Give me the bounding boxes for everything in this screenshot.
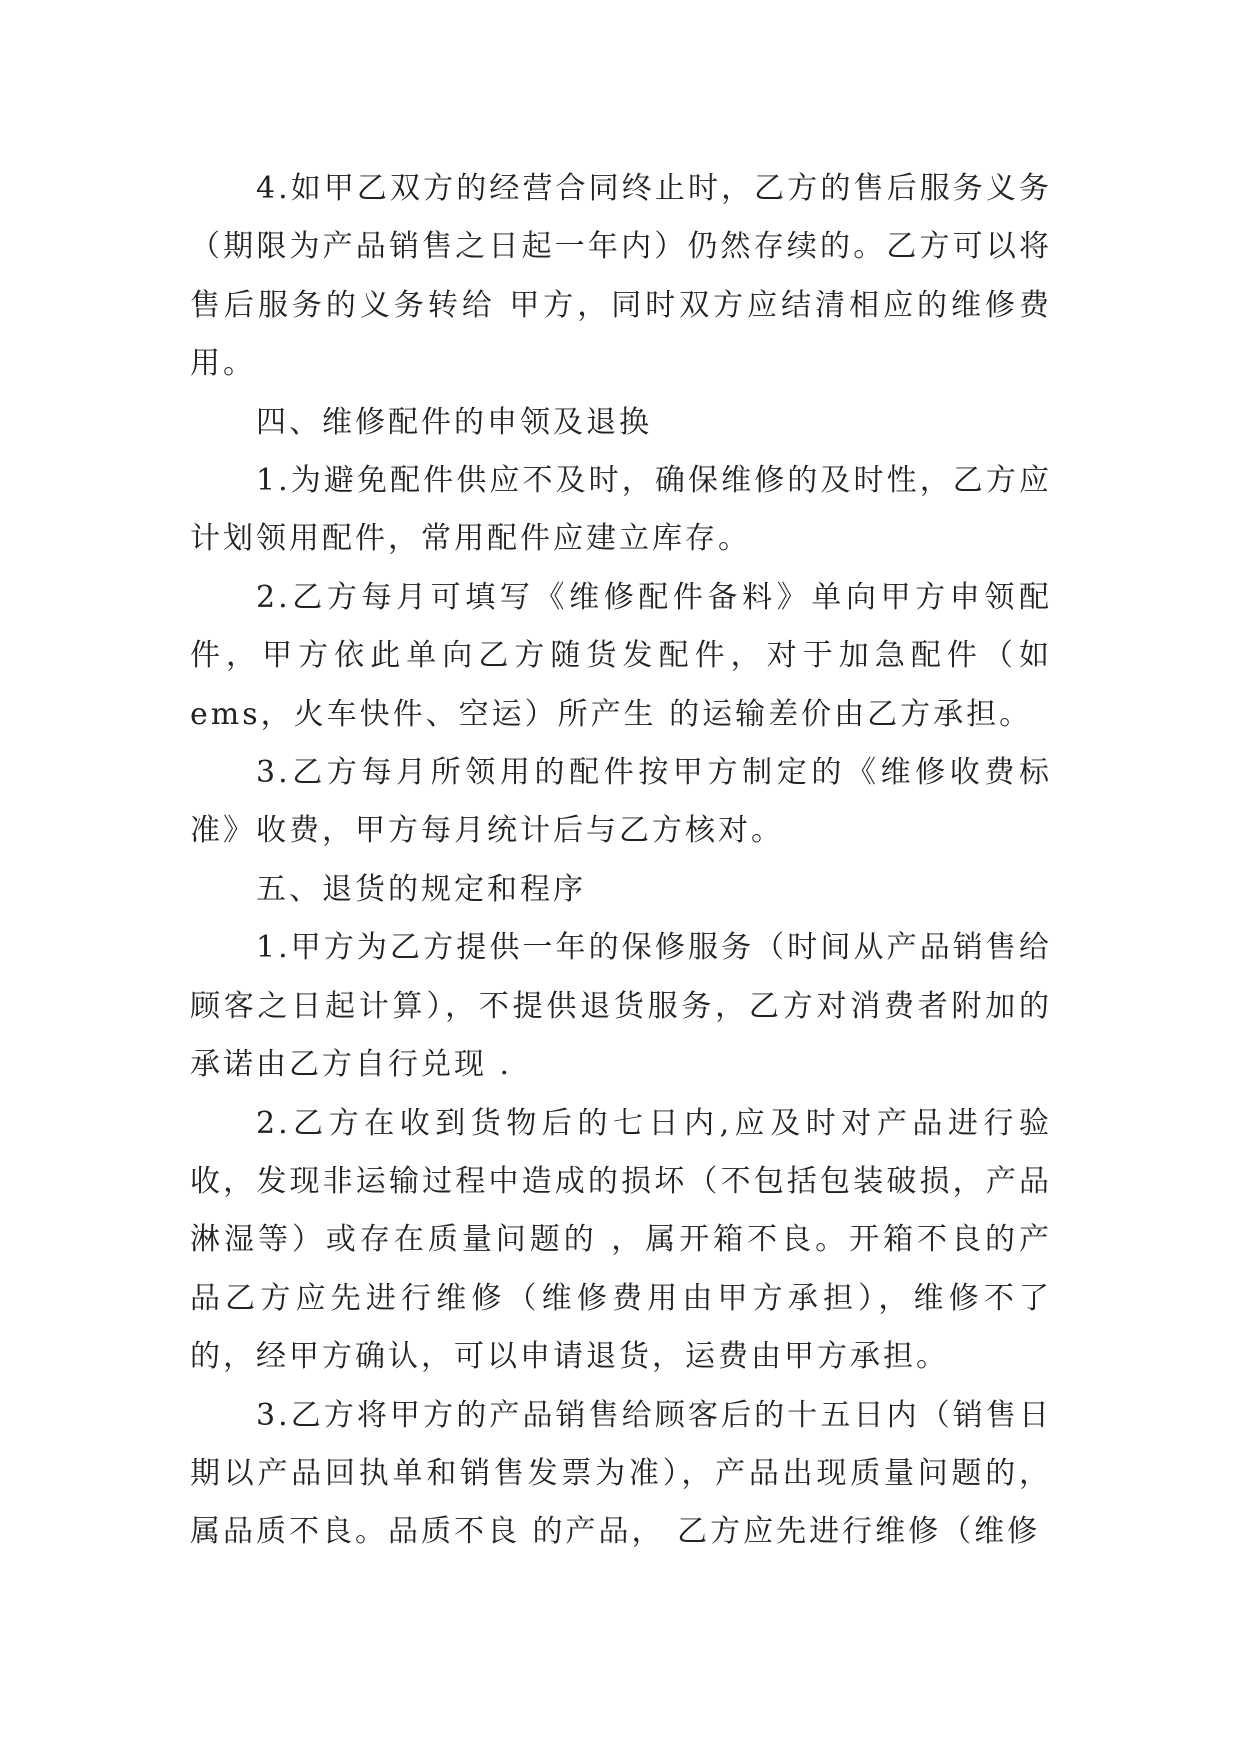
section-heading-five: 五、退货的规定和程序: [256, 871, 586, 907]
paragraph-parts-request: 2.乙方每月可填写《维修配件备料》单向甲方申领配件，甲方依此单向乙方随货发配件，对于加急配件（如 ems，火车快件、空运）所产生 的运输差价由乙方承担。: [190, 579, 1052, 732]
paragraph-parts-billing: 3.乙方每月所领用的配件按甲方制定的《维修收费标准》收费，甲方每月统计后与乙方核对。: [190, 755, 1052, 849]
paragraph-quality-defect: 3.乙方将甲方的产品销售给顾客后的十五日内（销售日期以产品回执单和销售发票为准），产品出现质量问题的，属品质不良。品质不良 的产品， 乙方应先进行维修（维修: [190, 1397, 1052, 1550]
paragraph-after-sales-transfer: 4.如甲乙双方的经营合同终止时，乙方的售后服务义务（期限为产品销售之日起一年内）仍然存续的。乙方可以将售后服务的义务转给 甲方，同时双方应结清相应的维修费用。: [190, 171, 1052, 382]
section-heading-four: 四、维修配件的申领及退换: [256, 404, 652, 440]
paragraph-inspection: 2.乙方在收到货物后的七日内,应及时对产品进行验收，发现非运输过程中造成的损坏（不包括包装破损，产品淋湿等）或存在质量问题的 ，属开箱不良。开箱不良的产品乙方应先进行维修（维修费用由甲方承担），维修不了的，经甲方确认，可以申请退货，运费由甲方承担。: [190, 1105, 1052, 1375]
paragraph-parts-inventory: 1.为避免配件供应不及时，确保维修的及时性，乙方应计划领用配件，常用配件应建立库存。: [190, 463, 1052, 557]
document-body: [190, 160, 1052, 1562]
paragraph-warranty: 1.甲方为乙方提供一年的保修服务（时间从产品销售给顾客之日起计算），不提供退货服务，乙方对消费者附加的承诺由乙方自行兑现 .: [190, 930, 1052, 1083]
